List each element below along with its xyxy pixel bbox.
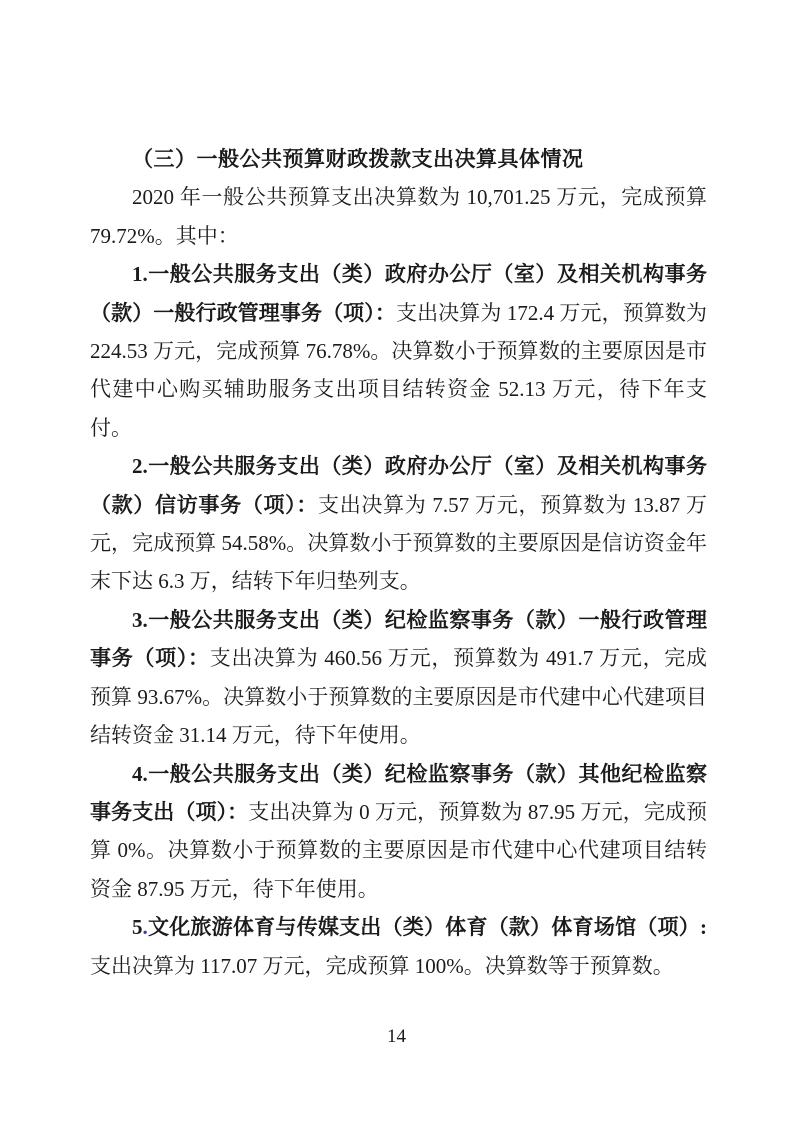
intro-paragraph: 2020 年一般公共预算支出决算数为 10,701.25 万元，完成预算 79.72%。其中： xyxy=(90,185,707,248)
item-5-lead: 文化旅游体育与传媒支出（类）体育（款）体育场馆（项）: xyxy=(147,915,707,940)
budget-item-2 xyxy=(90,447,707,601)
item-5-number: 5 xyxy=(132,915,143,940)
item-1-number: 1. xyxy=(132,262,148,287)
budget-item-4 xyxy=(90,755,707,909)
item-3-number: 3. xyxy=(132,607,148,632)
item-4-body: 支出决算为 0 万元，预算数为 87.95 万元，完成预算 0%。决算数小于预算数的主要原因是市代建中心代建项目结转资金 87.95 万元，待下年使用。 xyxy=(90,799,708,901)
budget-item-3 xyxy=(90,601,707,755)
page-content xyxy=(90,140,707,985)
item-1-lead: 一般公共服务支出（类）政府办公厅（室）及相关机构事务（款）一般行政管理事务（项）： xyxy=(90,262,707,325)
item-4-number: 4. xyxy=(132,761,148,786)
item-1-body: 支出决算为 172.4 万元，预算数为 224.53 万元，完成预算 76.78%。决算数小于预算数的主要原因是市代建中心购买辅助服务支出项目结转资金 52.13 万元，待下年支付。 xyxy=(90,300,708,440)
section-heading: （三）一般公共预算财政拨款支出决算具体情况 xyxy=(132,147,584,171)
item-2-number: 2. xyxy=(132,454,148,479)
item-3-lead: 一般公共服务支出（类）纪检监察事务（款）一般行政管理事务（项）： xyxy=(90,607,707,671)
budget-item-5 xyxy=(90,908,707,985)
item-2-lead: 一般公共服务支出（类）政府办公厅（室）及相关机构事务（款）信访事务（项）： xyxy=(90,454,707,517)
item-3-body: 支出决算为 460.56 万元，预算数为 491.7 万元，完成预算 93.67%。决算数小于预算数的主要原因是市代建中心代建项目结转资金 31.14 万元，待下年使用。 xyxy=(90,646,708,748)
item-5-body: 支出决算为 117.07 万元，完成预算 100%。决算数等于预算数。 xyxy=(90,953,674,978)
item-4-lead: 一般公共服务支出（类）纪检监察事务（款）其他纪检监察事务支出（项）： xyxy=(90,761,707,824)
budget-item-1 xyxy=(90,255,707,447)
page-number: 14 xyxy=(387,1026,406,1047)
item-2-body: 支出决算为 7.57 万元，预算数为 13.87 万元，完成预算 54.58%。决算数小于预算数的主要原因是信访资金年末下达 6.3 万，结转下年归垫列支。 xyxy=(90,492,708,594)
item-5-number-dot: . xyxy=(142,915,148,940)
